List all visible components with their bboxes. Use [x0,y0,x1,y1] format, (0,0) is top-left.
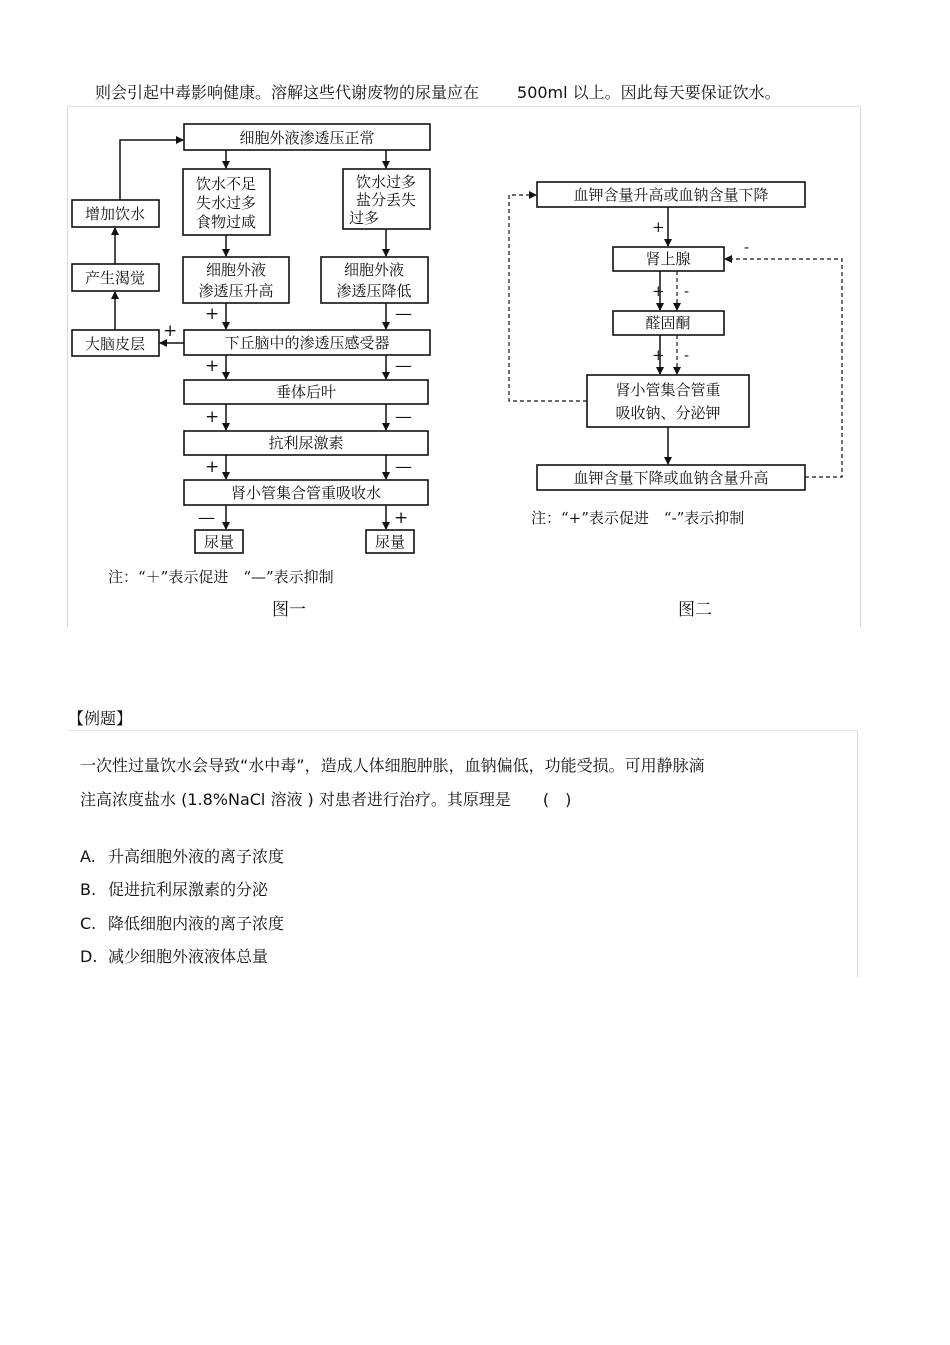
fig2-adrenal-text: 肾上腺 [645,250,691,268]
fig2-caption: 图二 [678,600,712,620]
example-label: 【例题】 [68,709,133,728]
fig1-left2-line2: 渗透压升高 [198,282,274,300]
fig1-caption: 图一 [272,600,306,620]
fig2-kid-line2: 吸收钠、分泌钾 [615,404,721,422]
fig1-kid-text: 肾小管集合管重吸收水 [230,484,382,502]
fig2-minus-2: - [684,282,690,300]
fig1-thirst-text: 产生渴觉 [84,269,146,287]
fig1-note: 注：“＋”表示促进 “—”表示抑制 [108,568,334,586]
fig1-right1-line2: 盐分丢失 [355,191,417,209]
fig1-plus-1: + [205,304,220,324]
fig1-pit-text: 垂体后叶 [275,383,337,401]
fig2-minus-3: - [684,346,690,364]
fig1-left1-line2: 失水过多 [195,194,257,212]
option-a[interactable] [80,844,284,867]
question-stem-line2 [80,783,820,817]
fig1-plus-2: + [205,356,220,376]
option-b-key: B. [80,880,97,899]
fig2-plus-2: + [652,282,665,300]
fig2-bottom-text: 血钾含量下降或血钠含量升高 [573,469,769,487]
fig1-minus-5: — [198,508,215,528]
fig1-minus-4: — [395,457,412,477]
fig1-plus-cortex: + [163,321,178,341]
fig1-urine-left-text: 尿量 [203,533,235,551]
fig1-minus-2: — [395,356,412,376]
option-d-key: D. [80,947,98,966]
answer-parentheses: () [542,790,588,809]
fig1-plus-5: + [394,508,409,528]
fig1-minus-3: — [395,407,412,427]
option-a-text: 升高细胞外液的离子浓度 [108,847,285,866]
question-stem [80,749,820,817]
option-a-key: A. [80,847,96,866]
fig1-plus-3: + [205,407,220,427]
fig2-note: 注：“+”表示促进 “-”表示抑制 [531,509,745,527]
option-b[interactable] [80,877,268,900]
question-stem-line1: 一次性过量饮水会导致“水中毒”，造成人体细胞肿胀，血钠偏低，功能受损。可用静脉滴 [80,756,705,775]
option-d-text: 减少细胞外液液体总量 [108,947,269,966]
fig1-cortex-text: 大脑皮层 [84,335,146,353]
fig1-right2-line2: 渗透压降低 [336,282,412,300]
figure-frame [67,106,861,627]
fig2-ald-text: 醛固酮 [645,314,691,332]
intro-part1: 则会引起中毒影响健康。溶解这些代谢废物的尿量应在 [95,83,480,102]
option-c-key: C. [80,914,97,933]
fig1-urine-right-text: 尿量 [374,533,406,551]
fig1-hypo-text: 下丘脑中的渗透压感受器 [224,334,390,352]
figures-svg [68,107,860,627]
fig1-left1-line3: 食物过咸 [195,213,257,231]
fig1-minus-1: — [395,304,412,324]
option-b-text: 促进抗利尿激素的分泌 [108,880,269,899]
fig2-plus-3: + [652,346,665,364]
intro-part2: 500ml 以上。因此每天要保证饮水。 [517,83,781,102]
figure-1 [72,124,430,620]
figure-2 [509,182,842,620]
fig2-kid-line1: 肾小管集合管重 [615,381,721,399]
fig1-right1-line3: 过多 [348,209,380,227]
fig1-top-text: 细胞外液渗透压正常 [239,129,375,147]
fig2-plus-1: + [652,218,665,236]
option-c-text: 降低细胞内液的离子浓度 [108,914,285,933]
fig1-plus-4: + [205,457,220,477]
question-stem-line2-text: 注高浓度盐水 (1.8%NaCl 溶液 ) 对患者进行治疗。其原理是 [80,790,511,809]
intro-text [95,80,781,103]
fig1-drink-text: 增加饮水 [84,205,146,223]
option-c[interactable] [80,911,284,934]
question-box [68,730,858,977]
fig1-left2-line1: 细胞外液 [205,261,267,279]
fig1-right2-line1: 细胞外液 [343,261,405,279]
fig1-left1-line1: 饮水不足 [195,175,257,193]
option-d[interactable] [80,944,268,967]
fig1-adh-text: 抗利尿激素 [268,434,344,452]
fig2-minus-feedback: - [744,238,750,256]
fig2-top-text: 血钾含量升高或血钠含量下降 [573,186,769,204]
fig1-right1-line1: 饮水过多 [355,173,417,191]
